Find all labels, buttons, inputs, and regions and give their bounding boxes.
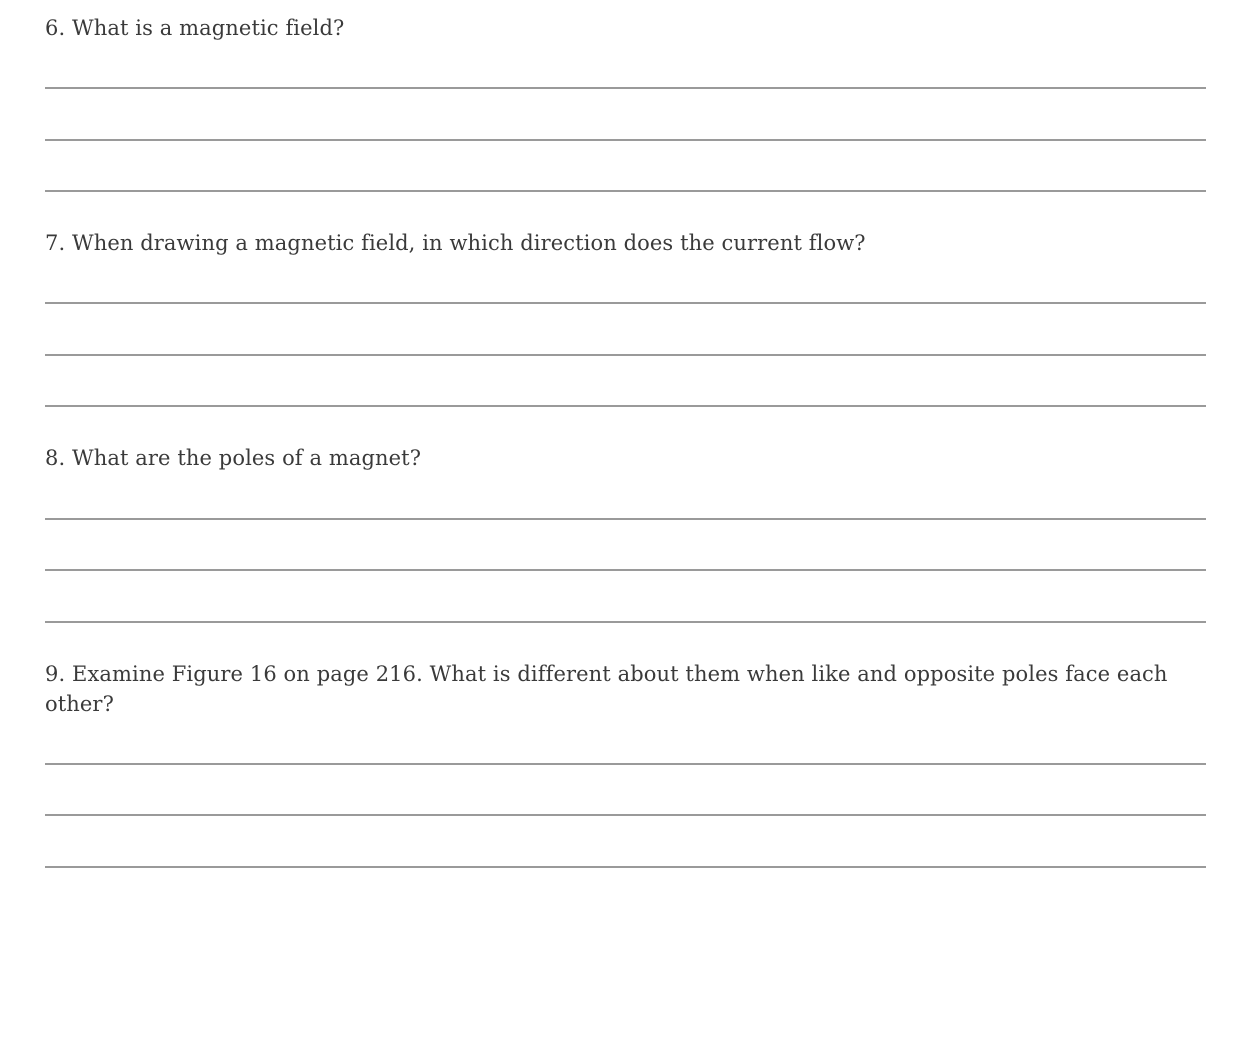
answer-line-q8-3[interactable] bbox=[45, 621, 1206, 623]
answer-line-q8-1[interactable] bbox=[45, 518, 1206, 520]
answer-line-q7-1[interactable] bbox=[45, 302, 1206, 304]
question-8-text: 8. What are the poles of a magnet? bbox=[45, 446, 422, 470]
question-6-text: 6. What is a magnetic field? bbox=[45, 16, 345, 40]
answer-line-q6-3[interactable] bbox=[45, 190, 1206, 192]
question-7-text: 7. When drawing a magnetic field, in which direction does the current flow? bbox=[45, 231, 866, 255]
question-9-text: 9. Examine Figure 16 on page 216. What is different about them when like and opposite poles face each other? bbox=[45, 662, 1168, 716]
answer-line-q6-2[interactable] bbox=[45, 139, 1206, 141]
answer-line-q9-2[interactable] bbox=[45, 814, 1206, 816]
answer-line-q8-2[interactable] bbox=[45, 569, 1206, 571]
answer-line-q7-3[interactable] bbox=[45, 405, 1206, 407]
answer-line-q6-1[interactable] bbox=[45, 87, 1206, 89]
answer-line-q9-3[interactable] bbox=[45, 866, 1206, 868]
answer-line-q7-2[interactable] bbox=[45, 354, 1206, 356]
answer-line-q9-1[interactable] bbox=[45, 763, 1206, 765]
